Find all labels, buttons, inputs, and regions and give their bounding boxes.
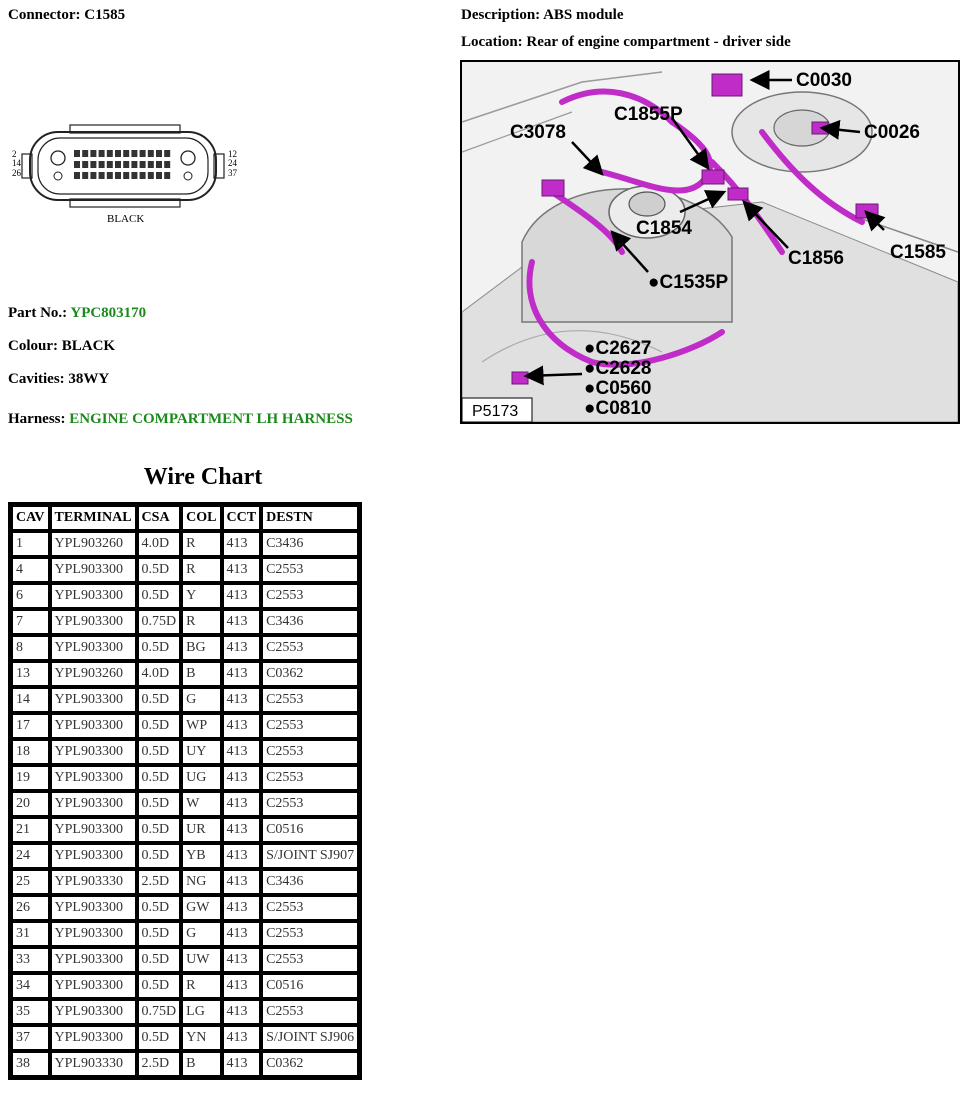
table-cell-terminal: YPL903300 bbox=[51, 688, 136, 712]
connector-pin bbox=[90, 150, 96, 157]
table-cell-cav: 14 bbox=[12, 688, 49, 712]
table-row bbox=[12, 558, 358, 582]
table-cell-destn: C2553 bbox=[262, 558, 358, 582]
harness-label: Harness: bbox=[8, 411, 66, 427]
table-cell-col: UY bbox=[182, 740, 220, 764]
table-cell-cct: 413 bbox=[223, 610, 261, 634]
connector-pin bbox=[131, 172, 137, 179]
table-cell-csa: 0.5D bbox=[138, 584, 181, 608]
part-number bbox=[8, 305, 146, 322]
table-cell-cct: 413 bbox=[223, 896, 261, 920]
table-cell-destn: C0362 bbox=[262, 1052, 358, 1076]
connector-pin bbox=[131, 161, 137, 168]
table-cell-destn: C0516 bbox=[262, 818, 358, 842]
table-cell-cav: 38 bbox=[12, 1052, 49, 1076]
table-cell-col: UW bbox=[182, 948, 220, 972]
table-cell-cct: 413 bbox=[223, 688, 261, 712]
left-pin-label: 2 bbox=[12, 149, 17, 159]
table-cell-destn: C2553 bbox=[262, 636, 358, 660]
connector-pin bbox=[107, 172, 113, 179]
table-row bbox=[12, 766, 358, 790]
table-row bbox=[12, 974, 358, 998]
table-cell-cav: 7 bbox=[12, 610, 49, 634]
table-cell-cav: 24 bbox=[12, 844, 49, 868]
table-cell-col: R bbox=[182, 532, 220, 556]
description-label: Description: ABS module bbox=[461, 7, 624, 23]
table-cell-terminal: YPL903300 bbox=[51, 558, 136, 582]
connector-pin bbox=[123, 172, 129, 179]
connector-pin bbox=[140, 161, 146, 168]
right-pin-label: 24 bbox=[228, 158, 237, 168]
connector-pin bbox=[74, 161, 80, 168]
table-cell-csa: 0.75D bbox=[138, 610, 181, 634]
left-pin-label: 26 bbox=[12, 168, 21, 178]
table-cell-destn: C0362 bbox=[262, 662, 358, 686]
table-cell-terminal: YPL903300 bbox=[51, 818, 136, 842]
table-cell-cct: 413 bbox=[223, 714, 261, 738]
callout-c1585: C1585 bbox=[890, 242, 946, 263]
table-cell-cav: 25 bbox=[12, 870, 49, 894]
callout-c1856: C1856 bbox=[788, 248, 844, 269]
table-cell-col: LG bbox=[182, 1000, 220, 1024]
table-cell-destn: S/JOINT SJ907 bbox=[262, 844, 358, 868]
table-cell-terminal: YPL903260 bbox=[51, 532, 136, 556]
colour-value: BLACK bbox=[61, 338, 116, 354]
table-cell-cav: 31 bbox=[12, 922, 49, 946]
harness-value[interactable]: ENGINE COMPARTMENT LH HARNESS bbox=[69, 411, 353, 427]
callout-c2627: ●C2627 bbox=[584, 338, 652, 359]
connector-pin bbox=[164, 161, 170, 168]
table-cell-csa: 0.5D bbox=[138, 714, 181, 738]
table-cell-csa: 0.5D bbox=[138, 1026, 181, 1050]
table-cell-csa: 0.5D bbox=[138, 974, 181, 998]
photo-code: P5173 bbox=[472, 403, 519, 420]
table-row bbox=[12, 1000, 358, 1024]
connector-pin bbox=[123, 150, 129, 157]
table-cell-col: W bbox=[182, 792, 220, 816]
table-cell-terminal: YPL903300 bbox=[51, 714, 136, 738]
table-cell-col: UR bbox=[182, 818, 220, 842]
table-cell-cct: 413 bbox=[223, 1052, 261, 1076]
table-row bbox=[12, 896, 358, 920]
column-header: DESTN bbox=[262, 506, 358, 530]
colour-label: Colour: bbox=[8, 338, 58, 354]
table-row bbox=[12, 1052, 358, 1076]
table-row bbox=[12, 636, 358, 660]
table-cell-terminal: YPL903330 bbox=[51, 1052, 136, 1076]
table-cell-destn: C2553 bbox=[262, 584, 358, 608]
table-cell-csa: 0.5D bbox=[138, 844, 181, 868]
callout-c3078: C3078 bbox=[510, 122, 566, 143]
table-cell-terminal: YPL903300 bbox=[51, 610, 136, 634]
colour-row bbox=[8, 338, 115, 355]
left-pin-label: 14 bbox=[12, 158, 21, 168]
table-row bbox=[12, 688, 358, 712]
table-cell-destn: C2553 bbox=[262, 1000, 358, 1024]
table-cell-destn: C3436 bbox=[262, 532, 358, 556]
table-cell-cct: 413 bbox=[223, 766, 261, 790]
table-cell-csa: 0.5D bbox=[138, 688, 181, 712]
table-cell-cct: 413 bbox=[223, 740, 261, 764]
table-cell-cav: 20 bbox=[12, 792, 49, 816]
table-cell-csa: 0.5D bbox=[138, 818, 181, 842]
table-cell-csa: 0.5D bbox=[138, 766, 181, 790]
callout-c0030: C0030 bbox=[796, 70, 852, 91]
connector-label: Connector: C1585 bbox=[8, 7, 126, 23]
table-cell-col: Y bbox=[182, 584, 220, 608]
table-cell-terminal: YPL903260 bbox=[51, 662, 136, 686]
table-cell-cav: 37 bbox=[12, 1026, 49, 1050]
table-cell-cct: 413 bbox=[223, 1026, 261, 1050]
table-cell-terminal: YPL903300 bbox=[51, 1026, 136, 1050]
table-cell-destn: C3436 bbox=[262, 870, 358, 894]
connector-pin bbox=[115, 150, 121, 157]
table-cell-cav: 33 bbox=[12, 948, 49, 972]
location-photo bbox=[460, 60, 960, 424]
table-cell-col: NG bbox=[182, 870, 220, 894]
cavities-label: Cavities: bbox=[8, 371, 65, 387]
callout-c0026: C0026 bbox=[864, 122, 920, 143]
table-cell-csa: 0.5D bbox=[138, 922, 181, 946]
callout-c1535p: ●C1535P bbox=[648, 272, 729, 293]
column-header: CCT bbox=[223, 506, 261, 530]
table-row bbox=[12, 948, 358, 972]
table-cell-terminal: YPL903300 bbox=[51, 896, 136, 920]
table-cell-cav: 26 bbox=[12, 896, 49, 920]
table-cell-col: B bbox=[182, 662, 220, 686]
table-cell-terminal: YPL903300 bbox=[51, 636, 136, 660]
wire-chart-title: Wire Chart bbox=[143, 464, 263, 490]
table-cell-cav: 13 bbox=[12, 662, 49, 686]
table-cell-col: GW bbox=[182, 896, 220, 920]
connector-face-drawing bbox=[12, 120, 252, 235]
connector-pin bbox=[156, 150, 162, 157]
table-row bbox=[12, 740, 358, 764]
table-cell-cct: 413 bbox=[223, 662, 261, 686]
table-cell-terminal: YPL903300 bbox=[51, 766, 136, 790]
connector-pin bbox=[90, 161, 96, 168]
table-cell-destn: C3436 bbox=[262, 610, 358, 634]
table-cell-csa: 0.5D bbox=[138, 948, 181, 972]
table-cell-cct: 413 bbox=[223, 948, 261, 972]
table-cell-cct: 413 bbox=[223, 1000, 261, 1024]
connector-pin bbox=[115, 161, 121, 168]
table-cell-cav: 17 bbox=[12, 714, 49, 738]
table-cell-cct: 413 bbox=[223, 792, 261, 816]
table-row bbox=[12, 1026, 358, 1050]
table-cell-csa: 0.5D bbox=[138, 740, 181, 764]
table-cell-col: YB bbox=[182, 844, 220, 868]
table-cell-cct: 413 bbox=[223, 922, 261, 946]
table-cell-csa: 0.75D bbox=[138, 1000, 181, 1024]
cavities-value: 38WY bbox=[68, 371, 110, 387]
connector-pin bbox=[148, 172, 154, 179]
column-header: TERMINAL bbox=[51, 506, 136, 530]
table-cell-csa: 2.5D bbox=[138, 870, 181, 894]
table-row bbox=[12, 922, 358, 946]
table-cell-destn: C2553 bbox=[262, 688, 358, 712]
table-cell-csa: 0.5D bbox=[138, 792, 181, 816]
table-cell-cav: 6 bbox=[12, 584, 49, 608]
table-cell-destn: C2553 bbox=[262, 792, 358, 816]
table-cell-terminal: YPL903300 bbox=[51, 922, 136, 946]
table-cell-cct: 413 bbox=[223, 558, 261, 582]
table-cell-cav: 19 bbox=[12, 766, 49, 790]
connector-pin bbox=[148, 161, 154, 168]
right-pin-label: 12 bbox=[228, 149, 237, 159]
connector-pin bbox=[99, 172, 105, 179]
table-cell-destn: C2553 bbox=[262, 766, 358, 790]
connector-pin bbox=[164, 172, 170, 179]
table-cell-cav: 18 bbox=[12, 740, 49, 764]
connector-pin bbox=[107, 150, 113, 157]
connector-pin bbox=[74, 150, 80, 157]
table-cell-cct: 413 bbox=[223, 974, 261, 998]
callout-c0560: ●C0560 bbox=[584, 378, 652, 399]
table-cell-terminal: YPL903330 bbox=[51, 870, 136, 894]
connector-pin bbox=[82, 161, 88, 168]
table-cell-cct: 413 bbox=[223, 636, 261, 660]
table-cell-col: YN bbox=[182, 1026, 220, 1050]
connector-pin bbox=[156, 161, 162, 168]
table-cell-cav: 34 bbox=[12, 974, 49, 998]
callout-c1854: C1854 bbox=[636, 218, 692, 239]
harness-row bbox=[8, 411, 353, 428]
connector-pin bbox=[115, 172, 121, 179]
table-row bbox=[12, 792, 358, 816]
table-cell-terminal: YPL903300 bbox=[51, 584, 136, 608]
table-row bbox=[12, 662, 358, 686]
table-cell-destn: C2553 bbox=[262, 948, 358, 972]
table-cell-terminal: YPL903300 bbox=[51, 844, 136, 868]
table-cell-col: BG bbox=[182, 636, 220, 660]
connector-pin bbox=[90, 172, 96, 179]
table-row bbox=[12, 870, 358, 894]
callout-c0810: ●C0810 bbox=[584, 398, 652, 419]
table-cell-csa: 4.0D bbox=[138, 662, 181, 686]
table-cell-col: R bbox=[182, 610, 220, 634]
column-header: CAV bbox=[12, 506, 49, 530]
part-number-label: Part No.: bbox=[8, 305, 68, 321]
table-cell-cct: 413 bbox=[223, 870, 261, 894]
table-cell-col: G bbox=[182, 688, 220, 712]
column-header: CSA bbox=[138, 506, 181, 530]
table-cell-terminal: YPL903300 bbox=[51, 1000, 136, 1024]
connector-pin bbox=[123, 161, 129, 168]
table-cell-cct: 413 bbox=[223, 818, 261, 842]
connector-pin bbox=[99, 161, 105, 168]
table-cell-cct: 413 bbox=[223, 844, 261, 868]
location-label: Location: Rear of engine compartment - driver side bbox=[461, 34, 791, 50]
cavities-row bbox=[8, 371, 109, 388]
table-cell-cav: 21 bbox=[12, 818, 49, 842]
table-cell-destn: C0516 bbox=[262, 974, 358, 998]
table-cell-terminal: YPL903300 bbox=[51, 974, 136, 998]
table-cell-terminal: YPL903300 bbox=[51, 792, 136, 816]
table-cell-cav: 1 bbox=[12, 532, 49, 556]
right-pin-label: 37 bbox=[228, 168, 237, 178]
table-cell-destn: S/JOINT SJ906 bbox=[262, 1026, 358, 1050]
connector-pin bbox=[156, 172, 162, 179]
connector-pin bbox=[140, 150, 146, 157]
table-cell-cav: 8 bbox=[12, 636, 49, 660]
connector-colour-caption: BLACK bbox=[107, 213, 145, 225]
table-cell-cav: 35 bbox=[12, 1000, 49, 1024]
connector-pin bbox=[148, 150, 154, 157]
table-cell-col: B bbox=[182, 1052, 220, 1076]
table-cell-cav: 4 bbox=[12, 558, 49, 582]
table-cell-cct: 413 bbox=[223, 584, 261, 608]
table-row bbox=[12, 844, 358, 868]
wire-chart-header-row bbox=[12, 506, 358, 530]
table-cell-col: WP bbox=[182, 714, 220, 738]
table-cell-col: R bbox=[182, 558, 220, 582]
table-cell-terminal: YPL903300 bbox=[51, 948, 136, 972]
table-row bbox=[12, 818, 358, 842]
table-cell-csa: 0.5D bbox=[138, 558, 181, 582]
table-row bbox=[12, 714, 358, 738]
connector-pin bbox=[140, 172, 146, 179]
table-cell-terminal: YPL903300 bbox=[51, 740, 136, 764]
table-cell-col: G bbox=[182, 922, 220, 946]
table-cell-destn: C2553 bbox=[262, 714, 358, 738]
connector-pin bbox=[82, 172, 88, 179]
connector-pin bbox=[107, 161, 113, 168]
connector-pin bbox=[74, 172, 80, 179]
table-row bbox=[12, 584, 358, 608]
table-cell-csa: 4.0D bbox=[138, 532, 181, 556]
table-cell-col: UG bbox=[182, 766, 220, 790]
table-row bbox=[12, 610, 358, 634]
table-cell-csa: 2.5D bbox=[138, 1052, 181, 1076]
table-cell-destn: C2553 bbox=[262, 740, 358, 764]
callout-c2628: ●C2628 bbox=[584, 358, 652, 379]
connector-pin bbox=[82, 150, 88, 157]
table-cell-col: R bbox=[182, 974, 220, 998]
callout-c1855p: C1855P bbox=[614, 104, 683, 125]
connector-pin bbox=[99, 150, 105, 157]
table-cell-destn: C2553 bbox=[262, 896, 358, 920]
table-cell-csa: 0.5D bbox=[138, 636, 181, 660]
part-number-value[interactable]: YPC803170 bbox=[70, 305, 147, 321]
column-header: COL bbox=[182, 506, 220, 530]
table-cell-cct: 413 bbox=[223, 532, 261, 556]
connector-pin bbox=[164, 150, 170, 157]
table-cell-destn: C2553 bbox=[262, 922, 358, 946]
connector-pin bbox=[131, 150, 137, 157]
table-cell-csa: 0.5D bbox=[138, 896, 181, 920]
table-row bbox=[12, 532, 358, 556]
wire-chart-table bbox=[8, 502, 362, 1080]
